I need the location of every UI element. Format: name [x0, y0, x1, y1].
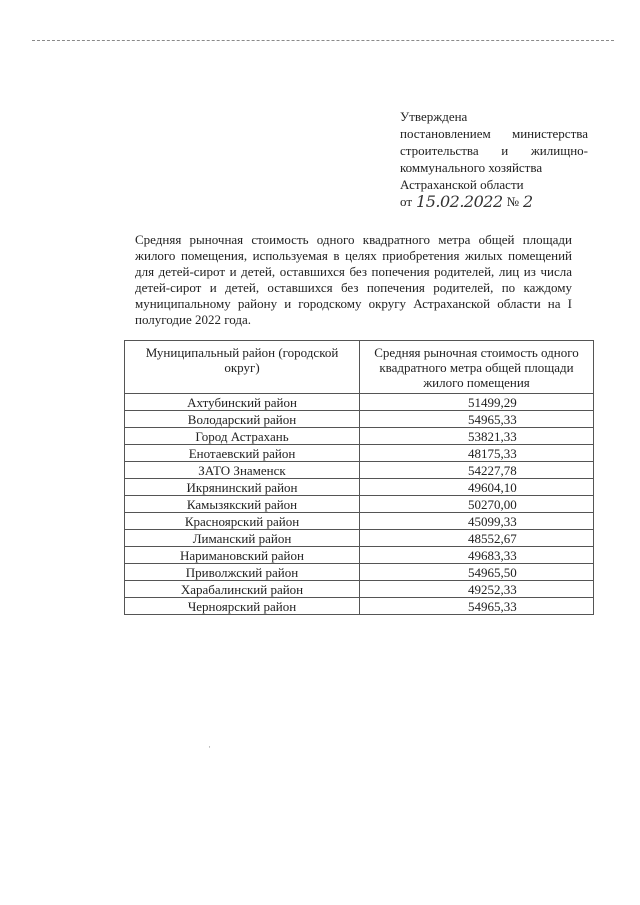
district-cell: ЗАТО Знаменск — [125, 462, 360, 479]
district-cell: Красноярский район — [125, 513, 360, 530]
column-header-price: Средняя рыночная стоимость одного квадратного метра общей площади жилого помещения — [360, 341, 594, 394]
price-cell: 48175,33 — [360, 445, 594, 462]
table-body — [125, 394, 594, 615]
district-cell: Город Астрахань — [125, 428, 360, 445]
scan-mark: · — [208, 742, 211, 752]
number-sign: № — [506, 194, 520, 209]
district-cell: Черноярский район — [125, 598, 360, 615]
price-table — [124, 340, 594, 615]
price-cell: 45099,33 — [360, 513, 594, 530]
handwritten-date: 15.02.2022 — [416, 192, 503, 211]
district-cell: Харабалинский район — [125, 581, 360, 598]
price-cell: 49683,33 — [360, 547, 594, 564]
table-row — [125, 496, 594, 513]
district-cell: Енотаевский район — [125, 445, 360, 462]
table-row — [125, 598, 594, 615]
table-row — [125, 513, 594, 530]
table-row — [125, 462, 594, 479]
page-top-divider — [32, 40, 614, 41]
approval-line-resolution: постановлением министерства — [400, 126, 588, 141]
table-row — [125, 547, 594, 564]
district-cell: Лиманский район — [125, 530, 360, 547]
approval-line-communal: коммунального хозяйства — [400, 160, 543, 175]
price-cell: 54965,33 — [360, 411, 594, 428]
price-cell: 54965,33 — [360, 598, 594, 615]
approval-date-line — [400, 193, 588, 210]
price-cell: 49604,10 — [360, 479, 594, 496]
price-cell: 49252,33 — [360, 581, 594, 598]
table-row — [125, 479, 594, 496]
approval-line-region: Астраханской области — [400, 177, 524, 192]
table-row — [125, 394, 594, 411]
approval-line-ministry: строительства и жилищно- — [400, 143, 588, 158]
table-row — [125, 428, 594, 445]
district-cell: Ахтубинский район — [125, 394, 360, 411]
price-cell: 50270,00 — [360, 496, 594, 513]
column-header-district: Муниципальный район (городской округ) — [125, 341, 360, 394]
table-row — [125, 445, 594, 462]
approval-stamp-block — [400, 108, 588, 210]
district-cell: Приволжский район — [125, 564, 360, 581]
approval-line-approved: Утверждена — [400, 109, 468, 124]
date-prefix: от — [400, 194, 413, 209]
price-cell: 48552,67 — [360, 530, 594, 547]
table-header-row — [125, 341, 594, 394]
district-cell: Камызякский район — [125, 496, 360, 513]
price-cell: 54227,78 — [360, 462, 594, 479]
document-heading: Средняя рыночная стоимость одного квадратного метра общей площади жилого помещения, используемая в целях приобретения жилых помещений для детей-сирот и детей, оставшихся без попечения родителей, лиц из числа детей-сирот и детей, оставшихся без попечения родителей, по каждому муниципальному району и городскому округу Астраханской области на I полугодие 2022 года. — [135, 232, 572, 327]
table-row — [125, 581, 594, 598]
district-cell: Наримановский район — [125, 547, 360, 564]
table-row — [125, 411, 594, 428]
district-cell: Володарский район — [125, 411, 360, 428]
price-cell: 51499,29 — [360, 394, 594, 411]
price-cell: 54965,50 — [360, 564, 594, 581]
price-cell: 53821,33 — [360, 428, 594, 445]
table-row — [125, 530, 594, 547]
table-row — [125, 564, 594, 581]
district-cell: Икрянинский район — [125, 479, 360, 496]
handwritten-number: 2 — [523, 192, 533, 211]
